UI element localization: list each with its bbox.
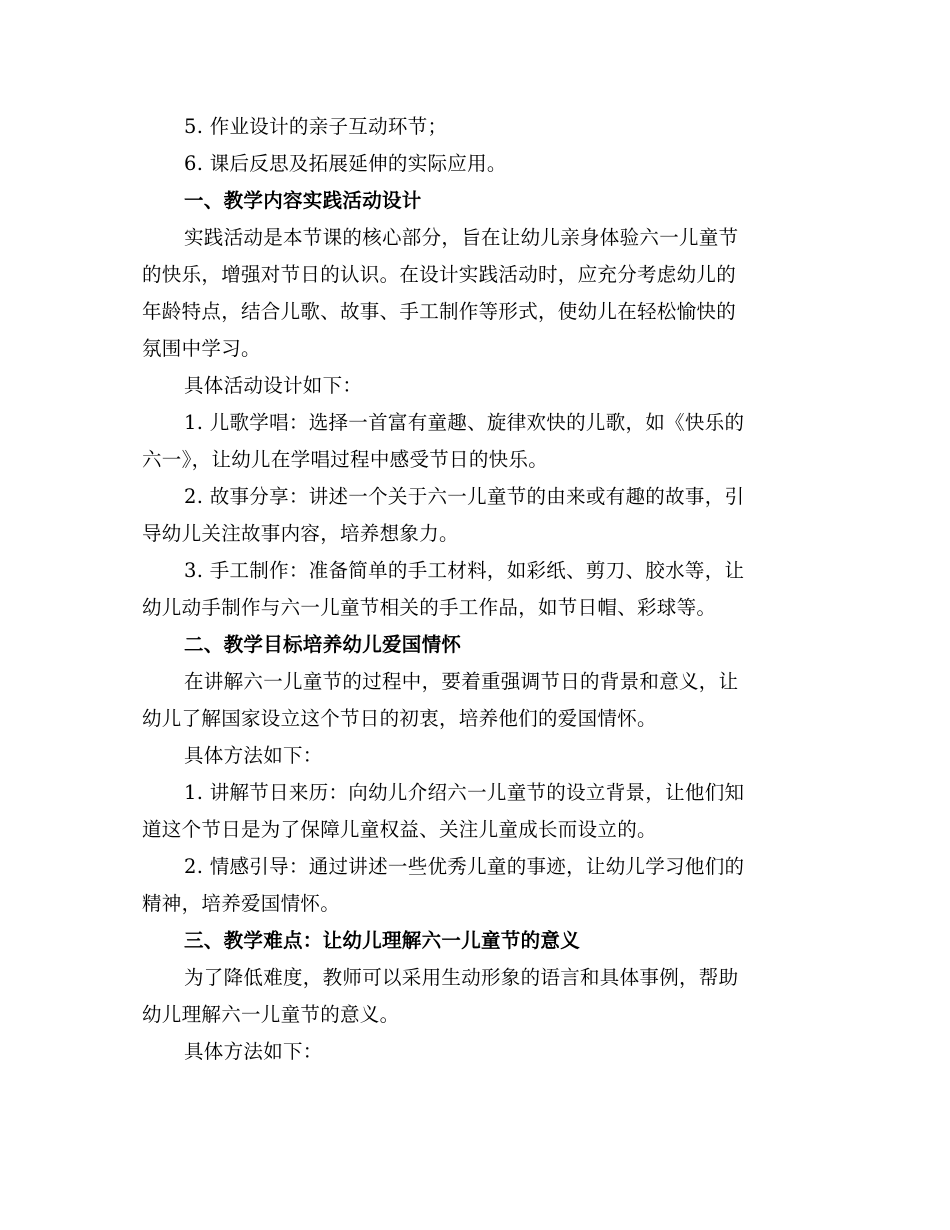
list-item: 2. 故事分享：讲述一个关于六一儿童节的由来或有趣的故事，引: [184, 485, 745, 508]
paragraph-line: 在讲解六一儿童节的过程中，要着重强调节日的背景和意义，让: [184, 670, 739, 693]
list-item: 2. 情感引导：通过讲述一些优秀儿童的事迹，让幼儿学习他们的: [184, 855, 745, 878]
list-item: 6. 课后反思及拓展延伸的实际应用。: [184, 152, 507, 175]
paragraph-line: 年龄特点，结合儿歌、故事、手工制作等形式，使幼儿在轻松愉快的: [142, 300, 737, 323]
paragraph-line: 精神，培养爱国情怀。: [142, 892, 341, 915]
section-heading: 三、教学难点：让幼儿理解六一儿童节的意义: [184, 929, 581, 952]
paragraph-line: 幼儿动手制作与六一儿童节相关的手工作品，如节日帽、彩球等。: [142, 596, 717, 619]
paragraph-line: 幼儿理解六一儿童节的意义。: [142, 1003, 400, 1026]
paragraph-line: 六一》，让幼儿在学唱过程中感受节日的快乐。: [142, 448, 549, 471]
paragraph-line: 为了降低难度，教师可以采用生动形象的语言和具体事例，帮助: [184, 966, 739, 989]
paragraph-line: 实践活动是本节课的核心部分，旨在让幼儿亲身体验六一儿童节: [184, 226, 739, 249]
section-heading: 一、教学内容实践活动设计: [184, 189, 422, 212]
list-item: 5. 作业设计的亲子互动环节；: [184, 115, 448, 138]
list-item: 3. 手工制作：准备简单的手工材料，如彩纸、剪刀、胶水等，让: [184, 559, 745, 582]
section-heading: 二、教学目标培养幼儿爱国情怀: [184, 633, 462, 656]
document-page: [142, 108, 808, 1070]
list-item: 1. 儿歌学唱：选择一首富有童趣、旋律欢快的儿歌，如《快乐的: [184, 411, 745, 434]
paragraph-line: 具体活动设计如下：: [184, 374, 363, 397]
list-item: 1. 讲解节日来历：向幼儿介绍六一儿童节的设立背景，让他们知: [184, 781, 745, 804]
paragraph-line: 氛围中学习。: [142, 337, 261, 360]
paragraph-line: 道这个节日是为了保障儿童权益、关注儿童成长而设立的。: [142, 818, 657, 841]
paragraph-line: 的快乐，增强对节日的认识。在设计实践活动时，应充分考虑幼儿的: [142, 263, 737, 286]
paragraph-line: 导幼儿关注故事内容，培养想象力。: [142, 522, 459, 545]
paragraph-line: 幼儿了解国家设立这个节日的初衷，培养他们的爱国情怀。: [142, 707, 657, 730]
paragraph-line: 具体方法如下：: [184, 744, 323, 767]
paragraph-line: 具体方法如下：: [184, 1040, 323, 1063]
